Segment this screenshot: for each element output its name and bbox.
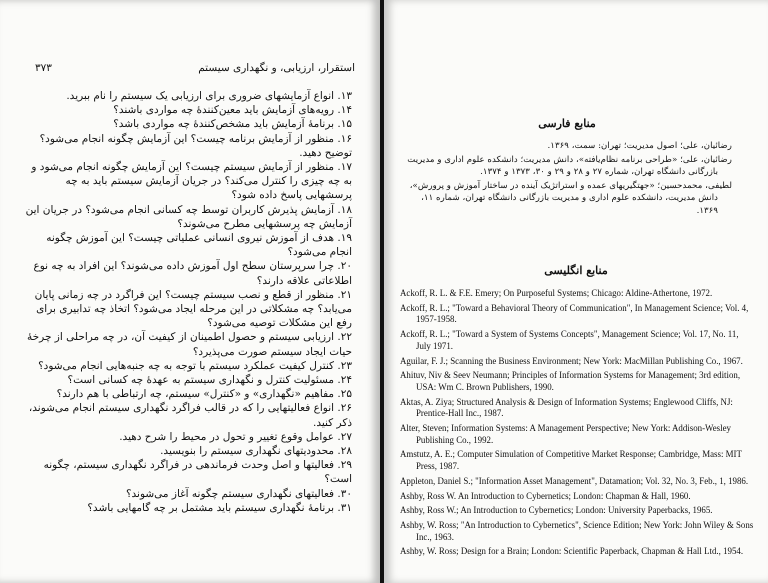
english-refs-heading: منابع انگلیسی xyxy=(544,264,608,277)
question-item: ۱۵. برنامهٔ آزمایش باید مشخص‌کنندهٔ چه مواردی باشد؟ xyxy=(113,118,352,131)
page-number: ۳۷۳ xyxy=(35,62,52,74)
question-item: ۲۹. فعالیتها و اصل وحدت فرماندهی در فراگرد نگهداری سیستم، چگونه است؟ xyxy=(43,459,352,486)
english-ref-item: Aktas, A. Ziya; Structured Analysis & Design of Information Systems; Englewood Cliffs, NJ: Prentice-Hall Inc., 1987. xyxy=(400,396,733,419)
english-ref-item: Ackoff, R. L. & F.E. Emery; On Purposeful Systems; Chicago: Aldine-Athertone, 1972. xyxy=(400,288,713,298)
question-item: ۲۷. عوامل وقوع تغییر و تحول در محیط را شرح دهید. xyxy=(119,430,352,443)
english-ref-item: Aguilar, F. J.; Scanning the Business Environment; New York: MacMillan Publishing Co., 1967. xyxy=(400,355,743,366)
question-item: ۲۱. منظور از قطع و نصب سیستم چیست؟ این فراگرد در چه زمانی پایان می‌یابد؟ چه مشکلاتی در این مرحله ایجاد می‌شود؟ اتخاذ چه تدابیری برای رفع این مشکلات توصیه می‌شود؟ xyxy=(34,288,352,330)
english-ref-item: Ashby, Ross W. An Introduction to Cybernetics; London: Chapman & Hall, 1960. xyxy=(400,490,691,501)
english-references xyxy=(400,288,755,561)
question-item: ۱۳. انواع آزمایشهای ضروری برای ارزیابی یک سیستم را نام ببرید. xyxy=(66,90,352,102)
question-item: ۲۶. انواع فعالیتهایی را که در قالب فراگرد نگهداری سیستم انجام می‌شوند، ذکر کنید. xyxy=(28,402,352,429)
page-header xyxy=(35,62,355,78)
question-item: ۱۷. منظور از آزمایش سیستم چیست؟ این آزمایش چگونه انجام می‌شود و به چه چیزی را کنترل می‌کند؟ در جریان آزمایش سیستم باید به چه پرسشهایی پاسخ داده شود؟ xyxy=(31,161,352,202)
left-page xyxy=(0,0,380,583)
persian-references xyxy=(402,117,732,219)
persian-ref-item: رضائیان، علی؛ اصول مدیریت؛ تهران: سمت، ۱۳۶۹. xyxy=(547,141,732,151)
question-item: ۱۴. رویه‌های آزمایش باید معین‌کنندهٔ چه مواردی باشند؟ xyxy=(113,104,352,117)
right-page xyxy=(384,0,768,583)
question-item: ۳۱. برنامهٔ نگهداری سیستم باید مشتمل بر چه گامهایی باشد؟ xyxy=(87,501,352,514)
question-item: ۲۰. چرا سرپرستان سطح اول آموزش داده می‌شوند؟ این افراد به چه نوع اطلاعاتی علاقه دارند؟ xyxy=(33,260,352,287)
question-item: ۱۹. هدف از آموزش نیروی انسانی عملیاتی چیست؟ این آموزش چگونه انجام می‌شود؟ xyxy=(46,232,352,259)
chapter-title: استقرار، ارزیابی، و نگهداری سیستم xyxy=(198,62,355,74)
question-item: ۱۶. منظور از آزمایش برنامه چیست؟ این آزمایش چگونه انجام می‌شود؟ توضیح دهید. xyxy=(39,132,352,159)
question-item: ۲۲. ارزیابی سیستم و حصول اطمینان از کیفیت آن، در چه مراحلی از چرخهٔ حیات ایجاد سیستم صورت می‌پذیرد؟ xyxy=(27,331,352,358)
english-ref-item: Ackoff, R. L.; "Toward a Behavioral Theory of Communication", In Management Science; Vol. 4, 1957-1958. xyxy=(400,302,749,325)
question-item: ۱۸. آزمایش پذیرش کاربران توسط چه کسانی انجام می‌شود؟ در جریان این آزمایش چه پرسشهایی مطرح می‌شوند؟ xyxy=(25,203,352,230)
review-questions xyxy=(22,89,352,515)
english-ref-item: Ashby, W. Ross; "An Introduction to Cybernetics", Science Edition; New York: John Wiley & Sons Inc., 1963. xyxy=(400,519,754,542)
question-item: ۳۰. فعالیتهای نگهداری سیستم چگونه آغاز می‌شوند؟ xyxy=(125,487,352,500)
english-ref-item: Alter, Steven; Information Systems: A Management Perspective; New York: Addison-Wesley Publishing Co., 1992. xyxy=(400,423,731,445)
english-ref-item: Ashby, W. Ross; Design for a Brain; London: Scientific Paperback, Chapman & Hall Ltd., 1954. xyxy=(400,546,744,557)
english-ref-item: Amstutz, A. E.; Computer Simulation of Competitive Market Response; Cambridge, Mass: MIT Press, 1987. xyxy=(400,449,742,472)
english-ref-item: Ashby, Ross W.; An Introduction to Cybernetics; London: University Paperbacks, 1965. xyxy=(400,505,713,516)
english-ref-item: Appleton, Daniel S.; "Information Asset Management", Datamation; Vol. 32, No. 3, Feb., 1, 1986. xyxy=(400,475,749,486)
question-item: ۲۳. کنترل کیفیت عملکرد سیستم با توجه به چه جنبه‌هایی انجام می‌شود؟ xyxy=(38,359,352,372)
persian-refs-heading: منابع فارسی xyxy=(538,117,596,130)
question-item: ۲۸. محدودیتهای نگهداری سیستم را بنویسید. xyxy=(160,445,352,458)
question-item: ۲۵. مفاهیم «نگهداری» و «کنترل» سیستم، چه ارتباطی با هم دارند؟ xyxy=(56,388,352,401)
persian-ref-item: رضائیان، علی؛ «طراحی برنامه نظام‌یافته»، دانش مدیریت؛ دانشکده علوم اداری و مدیریت بازرگانی دانشگاه تهران، شماره ۲۷ و ۲۸ و ۲۹ و ۳۰، ۱۳۷۳ و ۱۳۷۴. xyxy=(407,154,732,178)
persian-ref-item: لطیفی، محمدحسین؛ «جهتگیریهای عمده و استراتژیک آینده در ساختار آموزش و پرورش»، دانش مدیریت، دانشکده علوم اداری و مدیریت بازرگانی دانشگاه تهران، شماره ۱۱، ۱۳۶۹. xyxy=(409,180,732,216)
english-ref-item: Ahituv, Niv & Seev Neumann; Principles of Information Systems for Management; 3rd edition, USA: Wm C. Brown Publishers, 1990. xyxy=(400,370,741,392)
english-ref-item: Ackoff, R. L.; "Toward a System of Systems Concepts", Management Science; Vol. 17, No. 11, July 1971. xyxy=(400,329,739,351)
question-item: ۲۴. مسئولیت کنترل و نگهداری سیستم به عهدهٔ چه کسانی است؟ xyxy=(67,374,352,387)
